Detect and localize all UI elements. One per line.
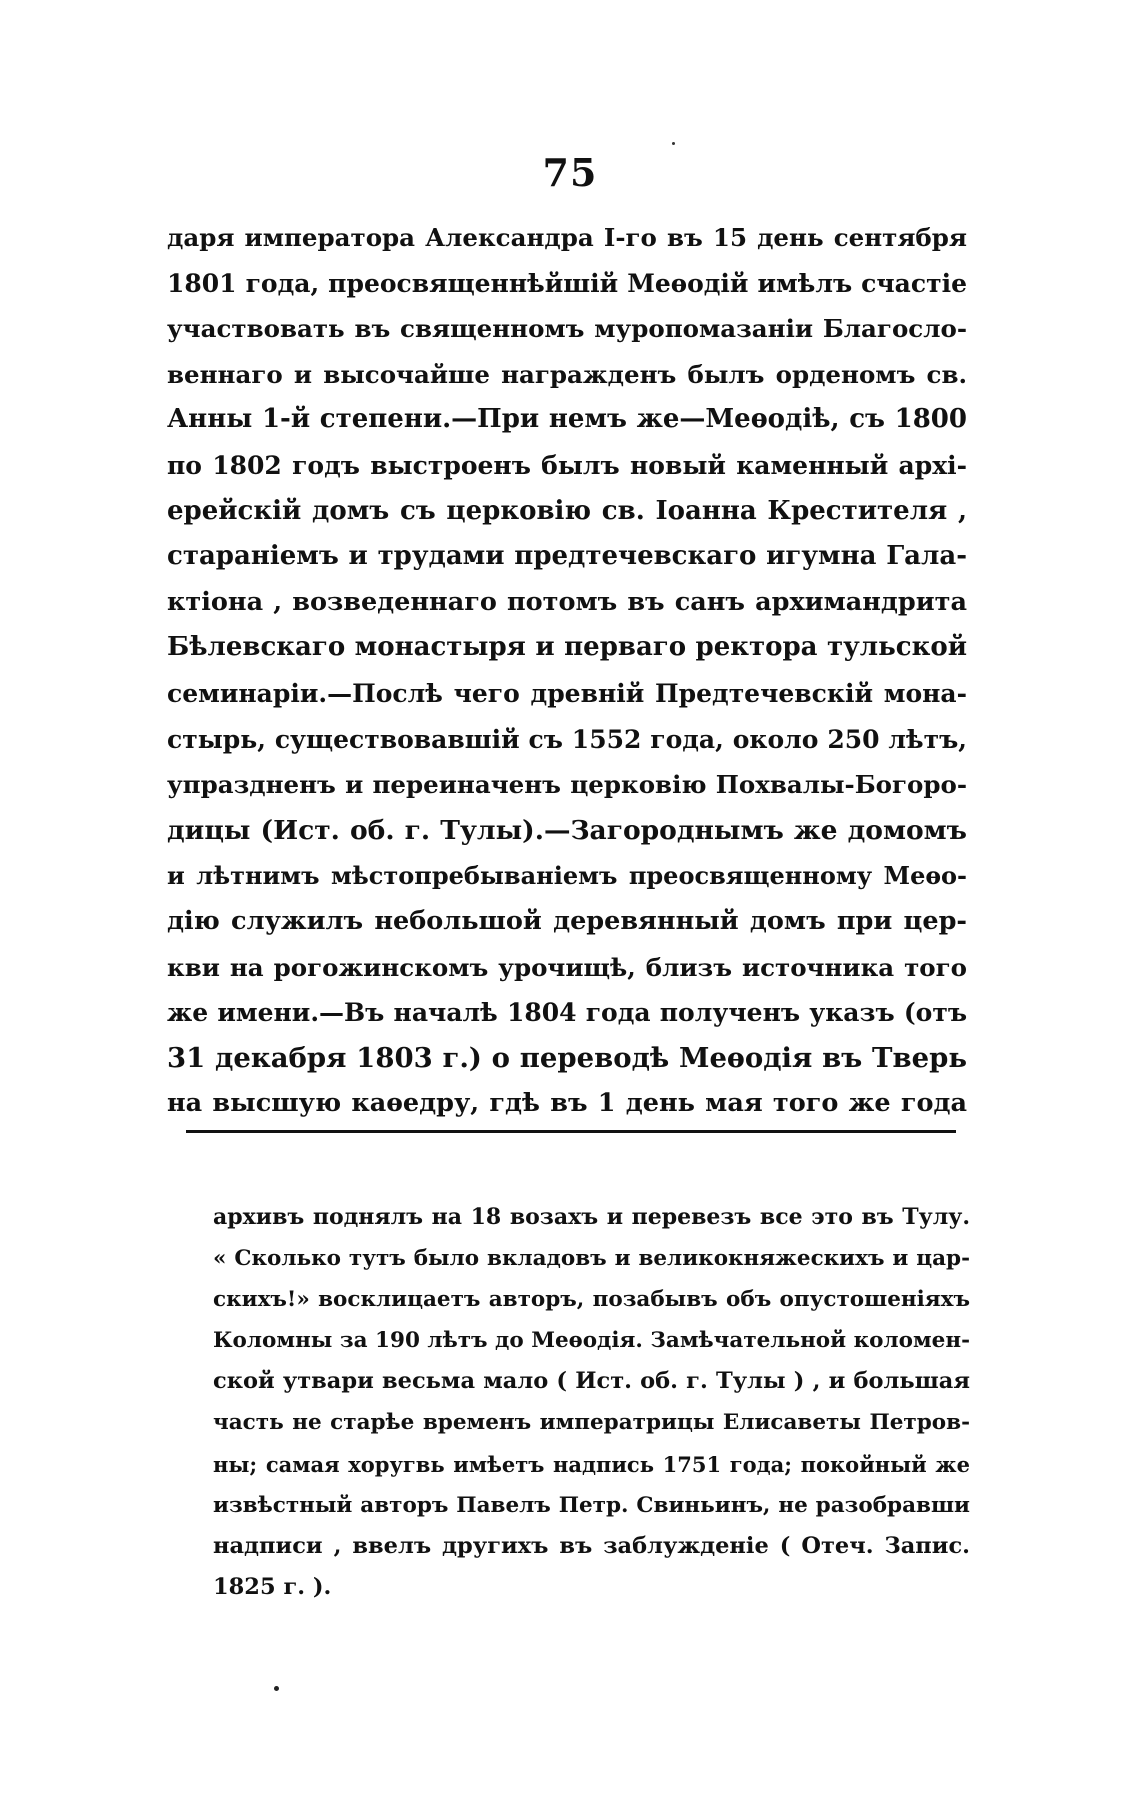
main-text-line: семинаріи.—Послѣ чего древній Предтечевскій мона- [167,678,967,708]
main-text-line: участвовать въ священномъ муропомазаніи Благосло- [167,314,967,344]
main-text-line: кви на рогожинскомъ урочищѣ, близъ источника того [167,952,967,982]
main-text-line: 31 декабря 1803 г.) о переводѣ Меѳодія въ Тверь [167,1041,967,1074]
footnote-line: « Сколько тутъ было вкладовъ и великокняжескихъ и цар- [213,1246,970,1272]
footnote-line: часть не старѣе временъ императрицы Елисаветы Петров- [213,1410,970,1436]
main-text-line: упраздненъ и переиначенъ церковію Похвалы-Богоро- [167,770,967,800]
main-text-line: дію служилъ небольшой деревянный домъ при цер- [167,905,967,936]
main-text-line: Бѣлевскаго монастыря и перваго ректора тульской [167,632,967,663]
print-mark [672,142,675,145]
main-text-line: по 1802 годъ выстроенъ былъ новый каменный архі- [167,450,967,480]
print-speck [274,1686,279,1691]
main-text-line: на высшую каѳедру, гдѣ въ 1 день мая того же года [167,1088,967,1119]
page-number: 75 [542,150,598,195]
footnote-divider [186,1130,956,1133]
main-text-line: ерейскій домъ съ церковію св. Іоанна Крестителя , [167,495,967,526]
footnote-line: ской утвари весьма мало ( Ист. об. г. Тулы ) , и большая [213,1368,970,1395]
main-text-line: и лѣтнимъ мѣстопребываніемъ преосвященному Меѳо- [167,861,967,891]
footnote-line: Коломны за 190 лѣтъ до Меѳодія. Замѣчательной коломен- [213,1328,970,1354]
footnote-line: надписи , ввелъ другихъ въ заблужденіе ( Отеч. Запис. [213,1532,970,1559]
main-text-line: Анны 1-й степени.—При немъ же—Меѳодіѣ, съ 1800 [167,404,967,435]
main-text-line: 1801 года, преосвященнѣйшій Меѳодій имѣлъ счастіе [167,268,967,298]
footnote-line: архивъ поднялъ на 18 возахъ и перевезъ все это въ Тулу. [213,1204,970,1230]
main-text-line: веннаго и высочайше награжденъ былъ орденомъ св. [167,359,967,389]
footnote-line: ны; самая хоругвь имѣетъ надпись 1751 года; покойный же [213,1451,970,1477]
main-text-line: стырь, существовавшій съ 1552 года, около 250 лѣтъ, [167,724,967,754]
footnote-line: извѣстный авторъ Павелъ Петр. Свиньинъ, не разобравши [213,1492,970,1518]
main-text-line: же имени.—Въ началѣ 1804 года полученъ указъ (отъ [167,998,967,1028]
footnote-block [213,1197,970,1608]
footnote-line: 1825 г. ). [213,1573,332,1600]
main-text-block [167,215,967,1127]
main-text-line: ктіона , возведеннаго потомъ въ санъ архимандрита [167,586,967,617]
footnote-line: скихъ!» восклицаетъ авторъ, позабывъ объ опустошеніяхъ [213,1287,970,1313]
main-text-line: дицы (Ист. об. г. Тулы).—Загороднымъ же домомъ [167,814,967,846]
main-text-line: даря императора Александра I-го въ 15 день сентября [167,223,967,252]
main-text-line: стараніемъ и трудами предтечевскаго игумна Гала- [167,541,967,572]
